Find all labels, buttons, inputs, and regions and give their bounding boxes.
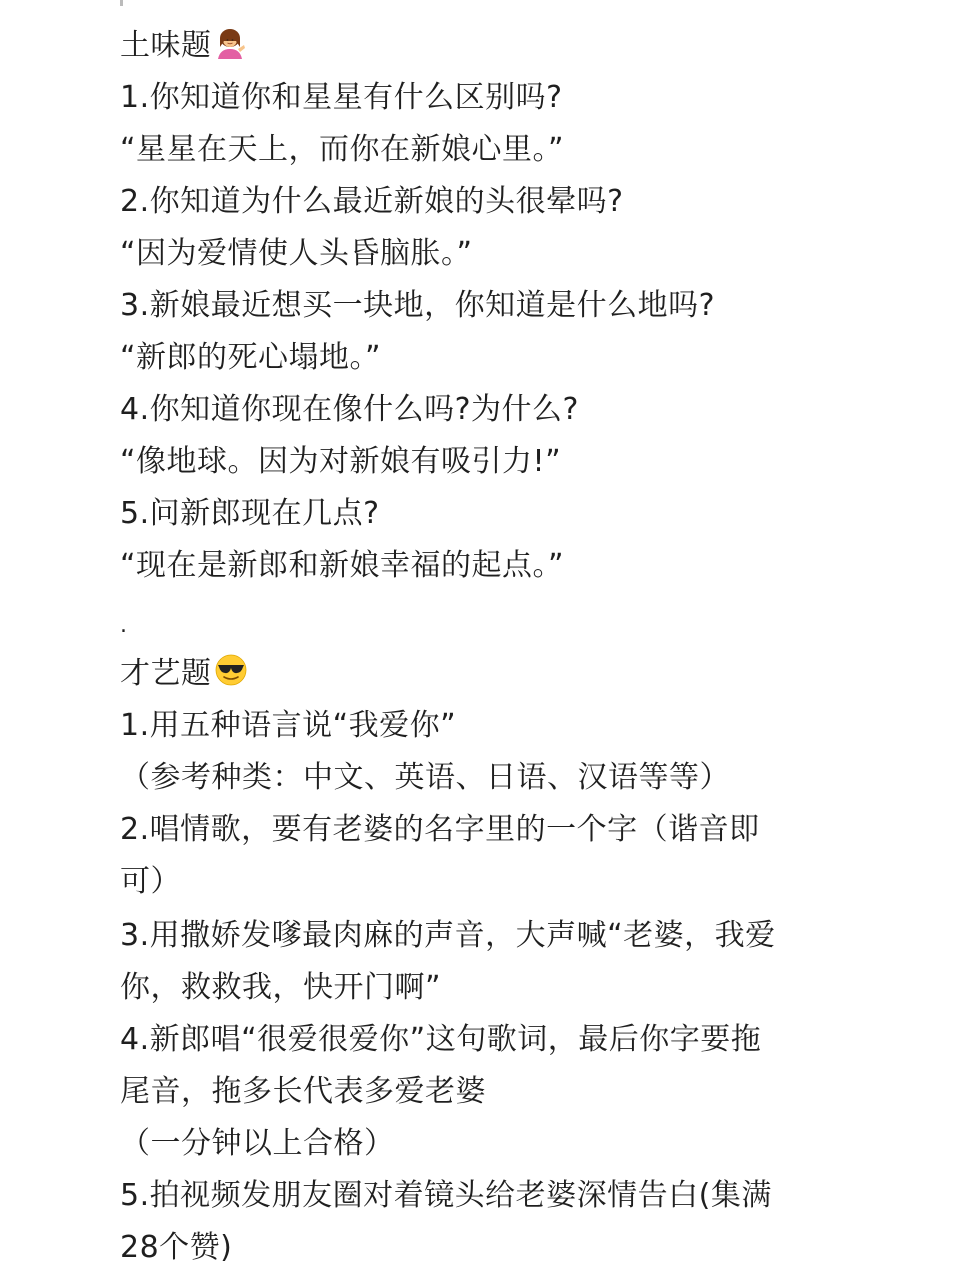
- line: 3.用撒娇发嗲最肉麻的声音，大声喊“老婆，我爱: [120, 918, 776, 953]
- section-title-tuwei: [120, 20, 850, 72]
- line: （参考种类：中文、英语、日语、汉语等等）: [120, 760, 730, 795]
- line: 1.用五种语言说“我爱你”: [120, 708, 457, 743]
- line: 2.你知道为什么最近新娘的头很晕吗?: [120, 184, 624, 219]
- line: 2.唱情歌，要有老婆的名字里的一个字（谐音即: [120, 812, 760, 847]
- line: 3.新娘最近想买一块地，你知道是什么地吗?: [120, 288, 716, 323]
- line: 4.新郎唱“很爱很爱你”这句歌词，最后你字要拖: [120, 1022, 762, 1057]
- section-title-text: 土味题: [120, 28, 212, 63]
- line: “像地球。因为对新娘有吸引力!”: [120, 444, 562, 479]
- section-title-caiyi: [120, 648, 850, 700]
- section-title-text: 才艺题: [120, 656, 212, 691]
- line: 可）: [120, 864, 181, 899]
- line: “新郎的死心塌地。”: [120, 340, 382, 375]
- sunglasses-face-emoji-icon: [214, 652, 248, 704]
- line: 1.你知道你和星星有什么区别吗?: [120, 80, 563, 115]
- line: 5.问新郎现在几点?: [120, 496, 380, 531]
- line: 28个赞): [120, 1230, 233, 1265]
- separator-dot: .: [120, 613, 128, 638]
- woman-tipping-hand-emoji-icon: [214, 24, 246, 76]
- line: （一分钟以上合格）: [120, 1126, 395, 1161]
- line: “现在是新郎和新娘幸福的起点。”: [120, 548, 565, 583]
- line: 4.你知道你现在像什么吗?为什么?: [120, 392, 579, 427]
- line: “星星在天上，而你在新娘心里。”: [120, 132, 565, 167]
- line: 尾音，拖多长代表多爱老婆: [120, 1074, 486, 1109]
- line: 你，救救我，快开门啊”: [120, 970, 442, 1005]
- line: 5.拍视频发朋友圈对着镜头给老婆深情告白(集满: [120, 1178, 772, 1213]
- line: “因为爱情使人头昏脑胀。”: [120, 236, 473, 271]
- top-edge-mark: [120, 0, 123, 6]
